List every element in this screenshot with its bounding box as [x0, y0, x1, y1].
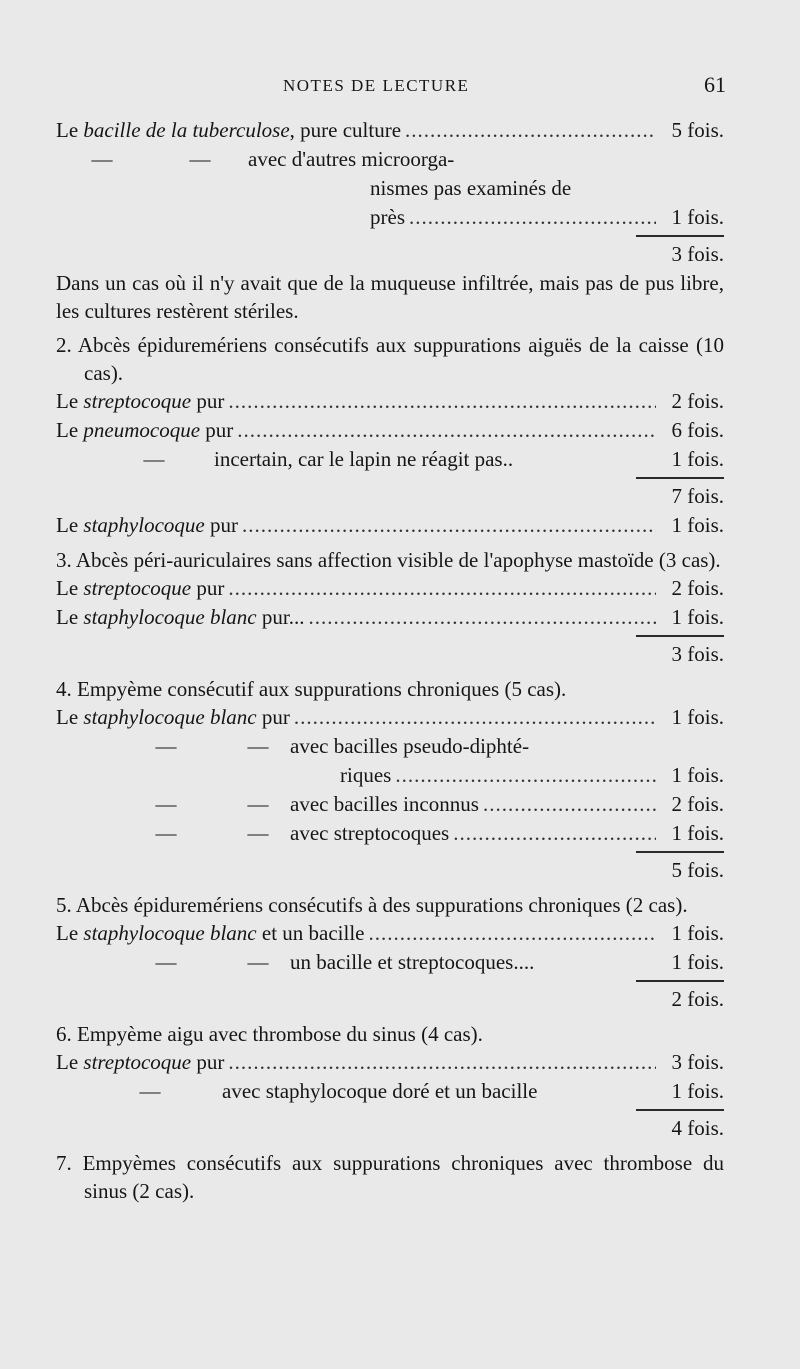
total-value: 2 fois.	[671, 987, 724, 1011]
list-item: — — avec streptocoques ..... 1 fois.	[56, 819, 724, 848]
sum-rule	[56, 848, 724, 856]
sum-rule	[56, 1106, 724, 1114]
count-value: 1 fois.	[671, 950, 724, 974]
count-value: 1 fois.	[671, 447, 724, 471]
sum-rule	[56, 232, 724, 240]
total-value: 5 fois.	[671, 858, 724, 882]
section-heading: 4. Empyème consécutif aux suppurations chroniques (5 cas).	[56, 677, 567, 701]
list-item: près ..... 1 fois.	[56, 203, 724, 232]
header-title: NOTES DE LECTURE	[283, 76, 470, 95]
list-item: Le bacille de la tuberculose, pure culture ..... 5 fois.	[56, 116, 724, 145]
list-item: — — avec bacilles pseudo-diphté-	[155, 734, 530, 758]
list-item: — — avec d'autres microorga-	[91, 147, 455, 171]
page-content	[56, 116, 724, 1205]
list-item: Le streptocoque pur ..... 2 fois.	[56, 387, 724, 416]
count-value: 1 fois.	[671, 763, 724, 787]
list-item: — avec staphylocoque doré et un bacille 1 fois.	[56, 1077, 724, 1106]
list-item: Le staphylocoque blanc et un bacille ..... 1 fois.	[56, 919, 724, 948]
total-value: 3 fois.	[671, 642, 724, 666]
count-value: 1 fois.	[671, 821, 724, 845]
count-value: 2 fois.	[671, 389, 724, 413]
count-value: 5 fois.	[671, 118, 724, 142]
count-value: 2 fois.	[671, 576, 724, 600]
list-item: Le pneumocoque pur ..... 6 fois.	[56, 416, 724, 445]
sum-rule	[56, 474, 724, 482]
page-number: 61	[704, 72, 726, 97]
paragraph: Dans un cas où il n'y avait que de la muqueuse infiltrée, mais pas de pus libre, les cultures restèrent stériles.	[56, 271, 724, 323]
count-value: 3 fois.	[671, 1050, 724, 1074]
total-value: 7 fois.	[671, 484, 724, 508]
count-value: 1 fois.	[671, 921, 724, 945]
list-item: — — avec bacilles inconnus ..... 2 fois.	[56, 790, 724, 819]
list-item: Le staphylocoque pur ..... 1 fois.	[56, 511, 724, 540]
count-value: 1 fois.	[671, 1079, 724, 1103]
count-value: 1 fois.	[671, 705, 724, 729]
list-item: Le staphylocoque blanc pur ..... 1 fois.	[56, 703, 724, 732]
section-heading: 2. Abcès épiduremériens consécutifs aux suppurations aiguës de la caisse (10 cas).	[56, 333, 724, 385]
count-value: 1 fois.	[671, 605, 724, 629]
total-value: 3 fois.	[671, 242, 724, 266]
sum-rule	[56, 632, 724, 640]
count-value: 1 fois.	[671, 513, 724, 537]
section-heading: 6. Empyème aigu avec thrombose du sinus (4 cas).	[56, 1022, 483, 1046]
list-item: nismes pas examinés de	[370, 176, 572, 200]
section-heading: 5. Abcès épiduremériens consécutifs à des suppurations chroniques (2 cas).	[56, 893, 688, 917]
list-item: — — un bacille et streptocoques.... 1 fois.	[56, 948, 724, 977]
list-item: Le streptocoque pur ..... 3 fois.	[56, 1048, 724, 1077]
list-item: Le streptocoque pur ..... 2 fois.	[56, 574, 724, 603]
list-item: riques ..... 1 fois.	[56, 761, 724, 790]
count-value: 1 fois.	[671, 205, 724, 229]
section-heading: 7. Empyèmes consécutifs aux suppurations chroniques avec thrombose du sinus (2 cas).	[56, 1151, 724, 1203]
section-heading: 3. Abcès péri-auriculaires sans affection visible de l'apophyse mastoïde (3 cas).	[56, 548, 721, 572]
count-value: 2 fois.	[671, 792, 724, 816]
sum-rule	[56, 977, 724, 985]
list-item: Le staphylocoque blanc pur... ..... 1 fois.	[56, 603, 724, 632]
running-header	[0, 72, 800, 102]
total-value: 4 fois.	[671, 1116, 724, 1140]
count-value: 6 fois.	[671, 418, 724, 442]
list-item: — incertain, car le lapin ne réagit pas.. 1 fois.	[56, 445, 724, 474]
